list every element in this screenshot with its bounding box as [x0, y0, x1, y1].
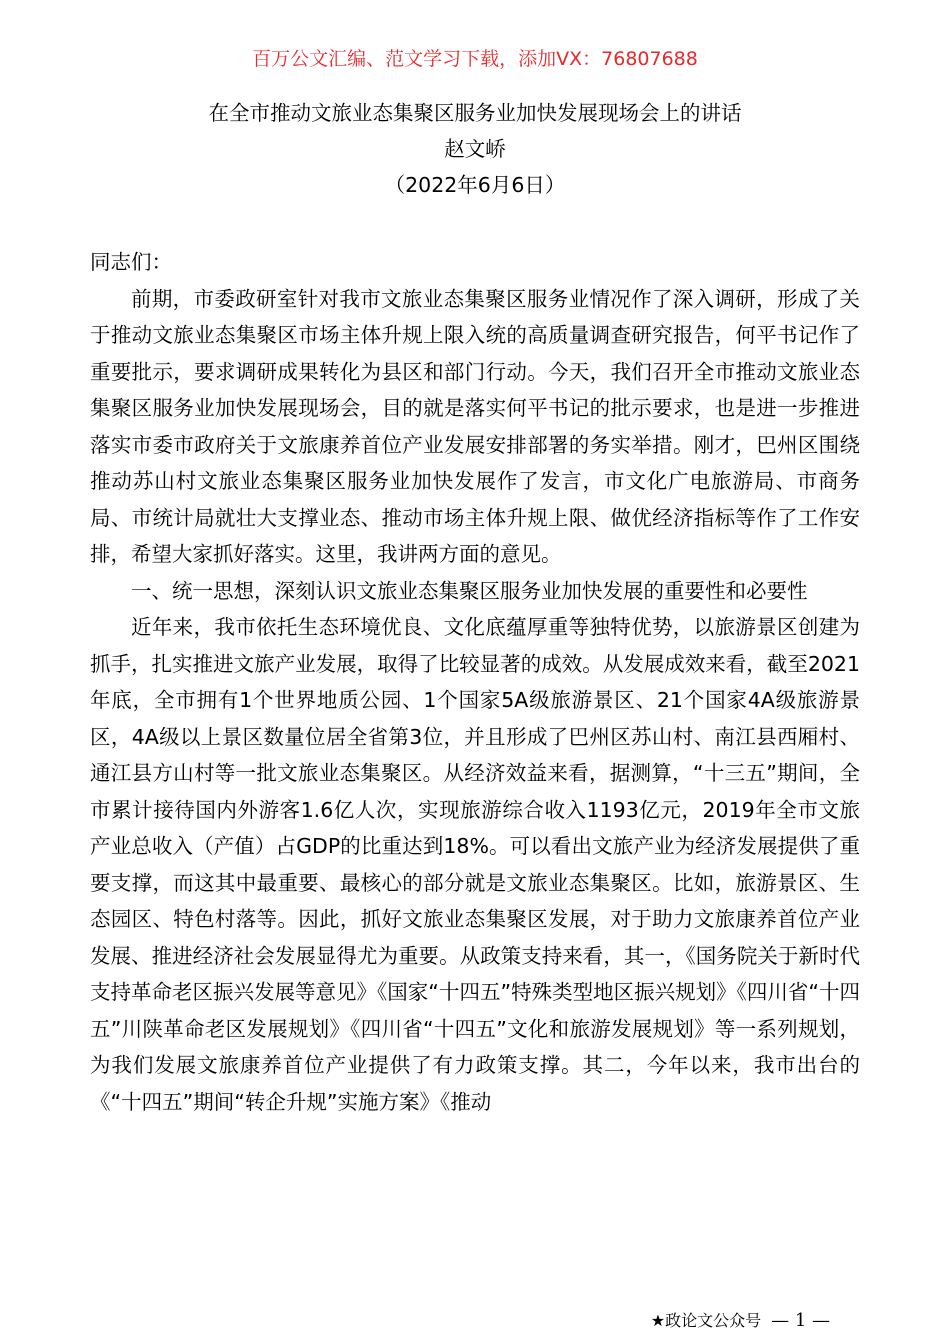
speech-author: 赵文峤: [444, 137, 506, 161]
page-footer: [651, 1310, 830, 1332]
promo-banner: [0, 44, 950, 74]
speech-title: 在全市推动文旅业态集聚区服务业加快发展现场会上的讲话: [208, 101, 742, 125]
paragraph: 前期，市委政研室针对我市文旅业态集聚区服务业情况作了深入调研，形成了关于推动文旅业态集聚区市场主体升规上限入统的高质量调查研究报告，何平书记作了重要批示，要求调研成果转化为县区和部门行动。今天，我们召开全市推动文旅业态集聚区服务业加快发展现场会，目的就是落实何平书记的批示要求，也是进一步推进落实市委市政府关于文旅康养首位产业发展安排部署的务实举措。刚才，巴州区围绕推动苏山村文旅业态集聚区服务业加快发展作了发言，市文化广电旅游局、市商务局、市统计局就壮大支撑业态、推动市场主体升规上限、做优经济指标等作了工作安排，希望大家抓好落实。这里，我讲两方面的意见。: [90, 286, 860, 566]
salutation: 同志们：: [90, 250, 172, 274]
footer-label: ★政论文公众号: [650, 1311, 762, 1330]
paragraph: 近年来，我市依托生态环境优良、文化底蕴厚重等独特优势，以旅游景区创建为抓手，扎实推进文旅产业发展，取得了比较显著的成效。从发展成效来看，截至2021年底，全市拥有1个世界地质公园、1个国家5A级旅游景区、21个国家4A级旅游景区，4A级以上景区数量位居全省第3位，并且形成了巴州区苏山村、南江县西厢村、通江县方山村等一批文旅业态集聚区。从经济效益来看，据测算，“十三五”期间，全市累计接待国内外游客1.6亿人次，实现旅游综合收入1193亿元，2019年全市文旅产业总收入（产值）占GDP的比重达到18%。可以看出文旅产业为经济发展提供了重要支撑，而这其中最重要、最核心的部分就是文旅业态集聚区。比如，旅游景区、生态园区、特色村落等。因此，抓好文旅业态集聚区发展，对于助力文旅康养首位产业发展、推进经济社会发展显得尤为重要。从政策支持来看，其一，《国务院关于新时代支持革命老区振兴发展等意见》《国家“十四五”特殊类型地区振兴规划》《四川省“十四五”川陕革命老区发展规划》《四川省“十四五”文化和旅游发展规划》等一系列规划，为我们发展文旅康养首位产业提供了有力政策支撑。其二，今年以来，我市出台的《“十四五”期间“转企升规”实施方案》《推动: [90, 615, 860, 1114]
page-number: — 1 —: [771, 1310, 830, 1331]
section-heading: 一、统一思想，深刻认识文旅业态集聚区服务业加快发展的重要性和必要性: [131, 578, 808, 603]
speech-date: （2022年6月6日）: [384, 173, 566, 197]
promo-banner-text: 百万公文汇编、范文学习下载，添加VX：76807688: [252, 48, 698, 70]
speech-body: [90, 244, 860, 1120]
